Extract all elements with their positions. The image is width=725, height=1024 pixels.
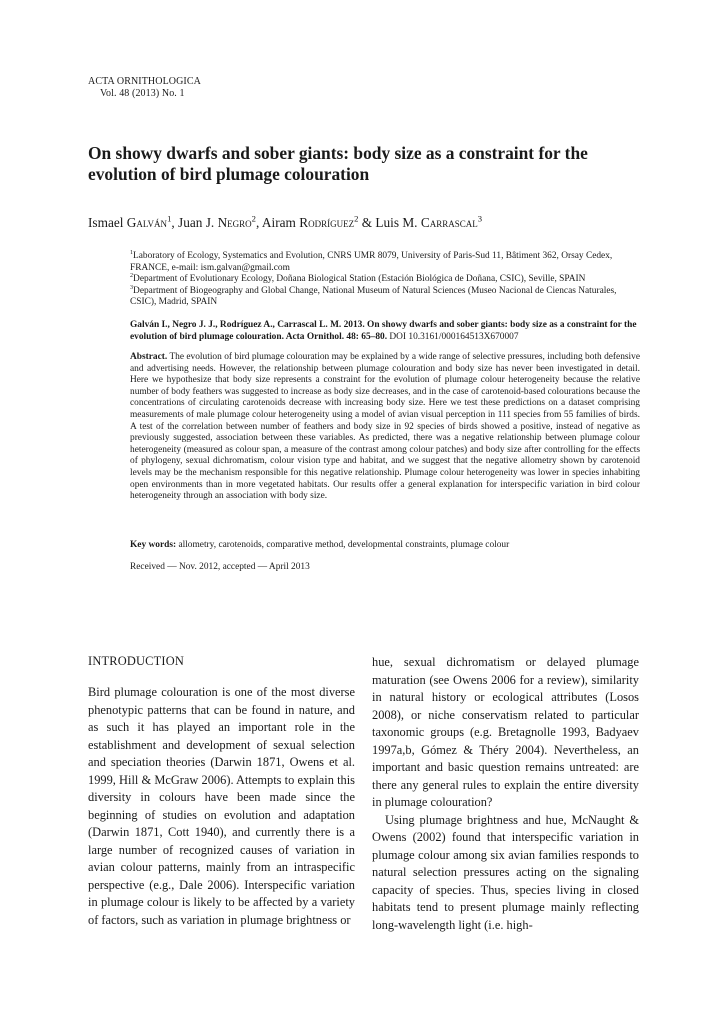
citation-doi: DOI 10.3161/000164513X670007 — [387, 331, 519, 342]
body-column-right — [372, 654, 639, 934]
affiliation: $^1$Laboratory of Ecology, Systematics and Evolution, CNRS UMR 8079, University of Paris-Sud 11, Bâtiment 362, Orsay Cedex, FRANCE, e-mail: ism.galvan@gmail.com — [130, 249, 613, 273]
affiliations — [130, 251, 640, 309]
paragraph: Bird plumage colouration is one of the most diverse phenotypic patterns that can be found in nature, and as such it has played an important role in the establishment and development of sexual selection and speciation theories (Darwin 1871, Owens et al. 1999, Hill & McGraw 2006). Attempts to explain this diversity in colours have been made since the beginning of studies on evolution and adaptation (Darwin 1871, Cott 1940), and currently there is a large number of recognized causes of variation in avian colour patterns, mainly from an intraspecific perspective (e.g., Dale 2006). Interspecific variation in plumage colour is likely to be affected by a variety of factors, such as variation in plumage brightness or — [88, 685, 355, 927]
author-list: Ismael Galván$^1$, Juan J. Negro$^2$, Airam Rodríguez$^2$ & Luis M. Carrascal$^3$ — [88, 213, 483, 230]
section-heading-introduction: INTRODUCTION — [88, 654, 185, 668]
abstract-label: Abstract. — [130, 352, 168, 362]
affiliation: $^3$Department of Biogeography and Global Change, National Museum of Natural Sciences (Museo Nacional de Ciencas Naturales, CSIC), Madrid, SPAIN — [130, 284, 617, 308]
journal-volume: Vol. 48 (2013) No. 1 — [100, 88, 185, 99]
author: Airam Rodríguez$^2$ — [261, 213, 359, 230]
paragraph: hue, sexual dichromatism or delayed plumage maturation (see Owens 2006 for a review), similarity in natural history or ecological attributes (Losos 2008), or niche conservatism related to particular taxonomic groups (e.g. Bretagnolle 1993, Badyaev 1997a,b, Gómez & Théry 2004). Nevertheless, an important and basic question remains untreated: are there any general rules to explain the entire diversity in plumage colouration? — [372, 655, 639, 809]
journal-name: ACTA ORNITHOLOGICA — [88, 76, 201, 87]
author: Ismael Galván$^1$ — [88, 213, 172, 230]
keywords-label: Key words: — [130, 540, 177, 550]
affiliation: $^2$Department of Evolutionary Ecology, Doñana Biological Station (Estación Biológica de Doñana, CSIC), Seville, SPAIN — [130, 273, 586, 285]
author: Luis M. Carrascal$^3$ — [375, 213, 483, 230]
body-column-left — [88, 684, 355, 929]
keywords — [130, 540, 640, 552]
citation-text: Galván I., Negro J. J., Rodríguez A., Carrascal L. M. 2013. On showy dwarfs and sober giants: body size as a constraint for the evolution of bird plumage colouration. Acta Ornithol. 48: 65–80. — [130, 320, 637, 342]
journal-header — [88, 76, 201, 100]
author: Juan J. Negro$^2$ — [178, 213, 256, 230]
paragraph: Using plumage brightness and hue, McNaught & Owens (2002) found that interspecific variation in plumage colour among six avian families responds to natural selection pressures acting on the signaling capacity of species. Thus, species living in closed habitats tend to present plumage mainly reflecting long-wavelength light (i.e. high- — [372, 812, 639, 932]
abstract — [130, 352, 640, 503]
abstract-text: The evolution of bird plumage colouration may be explained by a wide range of selective pressures, including both defensive and advertising needs. However, the relationship between plumage colouration and body size has never been investigated in detail. Here we hypothesize that body size represents a constraint for the evolution of plumage colour heterogeneity because the relative number of body feathers was suggested to increase as body size decreases, and in the case of carotenoid-based colourations because the concentrations of circulating carotenoids decrease with increasing body size. Here we test these predictions on a dataset comprising measurements of male plumage colour heterogeneity using a model of avian visual perception in 111 species from 55 families of birds. A test of the correlation between number of feathers and body size in 92 species of birds showed a positive, instead of negative as previously suggested, association between these variables. As predicted, there was a negative relationship between plumage colour heterogeneity (measured as colour span, a measure of the contrast among colour patches) and body size after controlling for the effects of phylogeny, sexual dichromatism, colour vision type and habitat, and we suggest that the negative allometry shown by carotenoid levels may be the mechanism responsible for this negative relationship. Plumage colour heterogeneity was lower in species inhabiting open environments than in more vegetated habitats. Our results offer a general explanation for interspecific variation in bird colour heterogeneity through an association with body size. — [130, 352, 640, 502]
keywords-text: allometry, carotenoids, comparative method, developmental constraints, plumage colour — [176, 540, 510, 550]
article-title: On showy dwarfs and sober giants: body size as a constraint for the evolution of bird plumage colouration — [88, 143, 588, 184]
received-dates: Received — Nov. 2012, accepted — April 2013 — [130, 562, 310, 572]
citation — [130, 320, 640, 343]
